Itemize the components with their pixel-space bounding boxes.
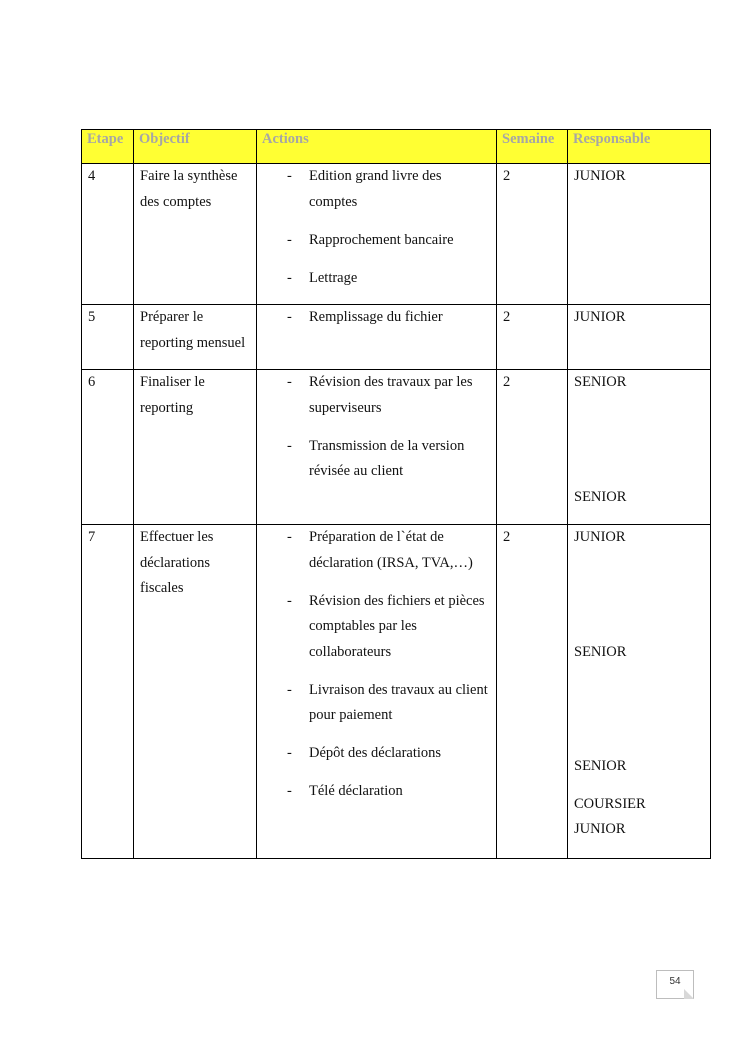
cell-semaine: 2 xyxy=(497,305,568,370)
responsable-label: COURSIER xyxy=(574,795,646,812)
cell-objectif: Finaliser le reporting xyxy=(134,370,257,525)
page-number-box xyxy=(656,970,694,999)
responsable-label: JUNIOR xyxy=(574,529,626,545)
action-text: Révision des fichiers et pièces comptables par les collaborateurs xyxy=(309,592,485,660)
table-row xyxy=(82,370,711,525)
cell-semaine: 2 xyxy=(497,525,568,859)
action-item xyxy=(263,525,491,576)
action-text: Rapprochement bancaire xyxy=(309,231,454,248)
cell-responsable xyxy=(568,525,711,859)
action-text: Livraison des travaux au client pour paiement xyxy=(309,681,488,723)
header-etape: Etape xyxy=(82,130,134,164)
bullet-dash: - xyxy=(287,592,292,609)
action-item xyxy=(263,164,491,215)
action-text: Transmission de la version révisée au client xyxy=(309,437,465,479)
action-text: Préparation de l`état de déclaration (IRSA, TVA,…) xyxy=(309,529,473,571)
cell-objectif: Préparer le reporting mensuel xyxy=(134,305,257,370)
bullet-dash: - xyxy=(287,269,292,286)
action-text: Lettrage xyxy=(309,269,358,286)
action-text: Edition grand livre des comptes xyxy=(309,168,442,210)
bullet-dash: - xyxy=(287,783,292,799)
bullet-dash: - xyxy=(287,745,292,761)
table-row xyxy=(82,164,711,305)
table-row xyxy=(82,305,711,370)
cell-etape: 5 xyxy=(82,305,134,370)
action-text: Télé déclaration xyxy=(309,783,403,799)
bullet-dash: - xyxy=(287,168,292,184)
action-item xyxy=(263,228,491,254)
action-text: Dépôt des déclarations xyxy=(309,745,442,761)
bullet-dash: - xyxy=(287,374,292,390)
cell-responsable xyxy=(568,370,711,525)
bullet-dash: - xyxy=(287,681,292,698)
page-number: 54 xyxy=(669,976,681,987)
header-semaine: Semaine xyxy=(497,130,568,164)
action-text: Remplissage du fichier xyxy=(309,309,443,325)
table-header-row xyxy=(82,130,711,164)
header-responsable: Responsable xyxy=(568,130,711,164)
cell-actions xyxy=(257,370,497,525)
cell-etape: 6 xyxy=(82,370,134,525)
action-item xyxy=(263,266,491,292)
action-text: Révision des travaux par les superviseurs xyxy=(309,374,473,416)
responsable-label: SENIOR xyxy=(574,374,627,390)
cell-responsable xyxy=(568,164,711,305)
cell-actions xyxy=(257,305,497,370)
cell-actions xyxy=(257,164,497,305)
action-item xyxy=(263,589,491,666)
responsable-label: JUNIOR xyxy=(574,821,626,837)
action-item xyxy=(263,434,491,485)
header-actions: Actions xyxy=(257,130,497,164)
action-item xyxy=(263,779,491,805)
action-item xyxy=(263,741,491,767)
cell-etape: 4 xyxy=(82,164,134,305)
bullet-dash: - xyxy=(287,231,292,248)
action-item xyxy=(263,370,491,421)
cell-etape: 7 xyxy=(82,525,134,859)
header-objectif: Objectif xyxy=(134,130,257,164)
cell-semaine: 2 xyxy=(497,370,568,525)
cell-objectif: Faire la synthèse des comptes xyxy=(134,164,257,305)
responsable-label: JUNIOR xyxy=(574,309,626,325)
bullet-dash: - xyxy=(287,437,292,454)
page-curl-icon xyxy=(684,989,694,999)
responsable-label: JUNIOR xyxy=(574,168,626,184)
action-item xyxy=(263,305,491,331)
responsable-label: SENIOR xyxy=(574,758,627,774)
cell-actions xyxy=(257,525,497,859)
table-row xyxy=(82,525,711,859)
cell-semaine: 2 xyxy=(497,164,568,305)
cell-responsable xyxy=(568,305,711,370)
action-item xyxy=(263,678,491,729)
cell-objectif: Effectuer les déclarations fiscales xyxy=(134,525,257,859)
bullet-dash: - xyxy=(287,529,292,545)
planning-table xyxy=(81,129,711,859)
responsable-label: SENIOR xyxy=(574,643,627,660)
responsable-label: SENIOR xyxy=(574,488,627,505)
bullet-dash: - xyxy=(287,309,292,325)
